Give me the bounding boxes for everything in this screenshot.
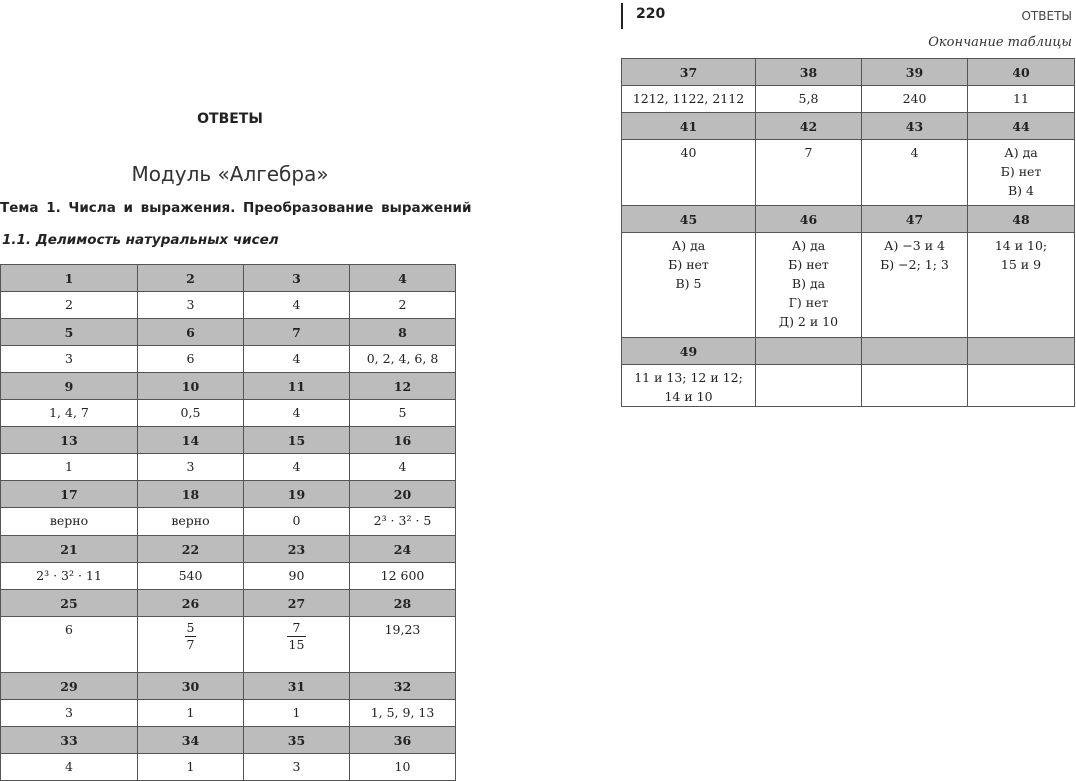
header-row (622, 113, 1075, 140)
answer-cell (622, 233, 756, 338)
answer-cell (350, 508, 456, 536)
answer-line: 14 и 10; (994, 238, 1048, 253)
answer-line: 6 (186, 351, 195, 366)
fraction (185, 620, 197, 653)
answer-cell (862, 233, 968, 338)
task-number-cell: 8 (350, 319, 456, 346)
task-number-cell: 39 (862, 59, 968, 86)
task-number-cell: 9 (1, 373, 138, 400)
answer-line: В) да (791, 276, 826, 291)
answer-cell (350, 563, 456, 590)
task-number-cell: 37 (622, 59, 756, 86)
task-number-cell: 2 (138, 265, 244, 292)
module-title: Модуль «Алгебра» (131, 162, 329, 186)
answer-line: верно (171, 513, 210, 528)
answer-line: 2³ · 3² · 5 (373, 513, 432, 528)
task-number-cell: 1 (1, 265, 138, 292)
answer-line: 2 (65, 297, 73, 312)
header-row (622, 59, 1075, 86)
answer-line: 90 (288, 568, 305, 583)
task-number-cell: 13 (1, 427, 138, 454)
answer-row (1, 617, 456, 673)
answer-cell (756, 86, 862, 113)
task-number-cell: 41 (622, 113, 756, 140)
task-number-cell: 23 (244, 536, 350, 563)
task-number-cell: 33 (1, 727, 138, 754)
task-number-cell: 47 (862, 206, 968, 233)
answer-row (1, 346, 456, 373)
answer-line: Б) нет (788, 257, 829, 272)
answer-line: 1 (292, 705, 301, 720)
answer-line: 5 (398, 405, 407, 420)
answer-line: верно (49, 513, 89, 528)
task-number-cell: 49 (622, 338, 756, 365)
header-row (1, 427, 456, 454)
task-number-cell: 44 (968, 113, 1075, 140)
task-number-cell: 10 (138, 373, 244, 400)
answer-line: 1 (186, 759, 195, 774)
answer-row (622, 365, 1075, 407)
answer-cell (862, 140, 968, 206)
answer-line: 12 600 (380, 568, 425, 583)
answer-line: А) да (671, 238, 706, 253)
header-row (1, 481, 456, 508)
answer-line: 4 (292, 405, 301, 420)
task-number-cell: 28 (350, 590, 456, 617)
answer-line: 0,5 (180, 405, 201, 420)
task-number-cell: 16 (350, 427, 456, 454)
task-number-cell (756, 338, 862, 365)
answer-cell (622, 140, 756, 206)
answer-cell (350, 754, 456, 781)
task-number-cell: 45 (622, 206, 756, 233)
answer-cell (244, 508, 350, 536)
answer-line: Г) нет (788, 295, 829, 310)
answer-row (1, 400, 456, 427)
task-number-cell: 40 (968, 59, 1075, 86)
header-row (1, 590, 456, 617)
header-row (622, 206, 1075, 233)
task-number-cell: 26 (138, 590, 244, 617)
answer-cell (350, 617, 456, 673)
answer-line: 4 (65, 759, 73, 774)
answer-cell (756, 140, 862, 206)
answer-line: 11 и 13; 12 и 12; (634, 370, 743, 385)
answer-line: 3 (186, 459, 195, 474)
topic-title: Тема 1. Числа и выражения. Преобразование выражений (0, 200, 472, 216)
answer-cell (622, 365, 756, 407)
answer-line: 2³ · 3² · 11 (36, 568, 102, 583)
answer-cell (244, 617, 350, 673)
task-number-cell: 27 (244, 590, 350, 617)
answer-line: А) −3 и 4 (884, 238, 945, 253)
answer-cell (862, 86, 968, 113)
header-row (622, 338, 1075, 365)
answer-row (1, 563, 456, 590)
answer-row (1, 292, 456, 319)
answer-cell (1, 617, 138, 673)
task-number-cell: 6 (138, 319, 244, 346)
answer-line: 11 (1013, 91, 1029, 106)
answer-line: 10 (394, 759, 411, 774)
task-number-cell: 11 (244, 373, 350, 400)
task-number-cell: 35 (244, 727, 350, 754)
task-number-cell: 48 (968, 206, 1075, 233)
answer-cell (138, 617, 244, 673)
answer-line: Б) нет (668, 257, 709, 272)
answer-cell (138, 700, 244, 727)
answer-row (1, 700, 456, 727)
task-number-cell: 15 (244, 427, 350, 454)
answer-row (1, 508, 456, 536)
task-number-cell: 14 (138, 427, 244, 454)
task-number-cell: 31 (244, 673, 350, 700)
answer-cell (968, 140, 1075, 206)
fraction (287, 620, 307, 653)
answer-line: В) 5 (675, 276, 702, 291)
running-head: ОТВЕТЫ (1021, 9, 1072, 23)
answer-cell (244, 292, 350, 319)
answer-cell (244, 700, 350, 727)
task-number-cell: 36 (350, 727, 456, 754)
task-number-cell: 30 (138, 673, 244, 700)
answer-cell (1, 400, 138, 427)
fraction-numerator: 7 (287, 620, 307, 637)
task-number-cell: 21 (1, 536, 138, 563)
answer-cell (350, 346, 456, 373)
answer-line: 3 (186, 297, 195, 312)
answer-line: 2 (398, 297, 407, 312)
answer-cell (968, 233, 1075, 338)
answer-cell (244, 563, 350, 590)
answer-cell (756, 365, 862, 407)
answer-line: 4 (910, 145, 919, 160)
answer-cell (138, 508, 244, 536)
answer-line: 3 (65, 705, 73, 720)
header-row (1, 727, 456, 754)
answer-line: 240 (902, 91, 927, 106)
answer-line: 1212, 1122, 2112 (632, 91, 745, 106)
answer-line: 0, 2, 4, 6, 8 (366, 351, 439, 366)
task-number-cell: 18 (138, 481, 244, 508)
answer-cell (350, 400, 456, 427)
answer-line: Д) 2 и 10 (778, 314, 839, 329)
fraction-numerator: 5 (186, 620, 195, 635)
answer-cell (862, 365, 968, 407)
answer-cell (1, 700, 138, 727)
task-number-cell: 20 (350, 481, 456, 508)
answer-row (622, 86, 1075, 113)
page-number-bar (621, 3, 623, 29)
answer-line: 3 (292, 759, 301, 774)
answers-table-right (621, 58, 1075, 407)
task-number-cell: 29 (1, 673, 138, 700)
task-number-cell: 34 (138, 727, 244, 754)
answer-cell (350, 454, 456, 481)
answer-row (622, 140, 1075, 206)
answer-cell (1, 346, 138, 373)
answer-row (622, 233, 1075, 338)
answers-table-left (0, 264, 456, 781)
task-number-cell: 3 (244, 265, 350, 292)
answer-cell (622, 86, 756, 113)
answer-line: 4 (292, 351, 301, 366)
answer-line: А) да (1004, 145, 1038, 160)
answer-line: 6 (65, 622, 73, 637)
answer-cell (244, 400, 350, 427)
answer-line: 7 (804, 145, 813, 160)
task-number-cell: 32 (350, 673, 456, 700)
task-number-cell: 38 (756, 59, 862, 86)
answer-line: 5,8 (798, 91, 819, 106)
answer-cell (968, 86, 1075, 113)
answer-line: Б) −2; 1; 3 (880, 257, 949, 272)
answer-line: 15 и 9 (1000, 257, 1042, 272)
answer-cell (244, 754, 350, 781)
task-number-cell (862, 338, 968, 365)
answer-line: А) да (791, 238, 826, 253)
task-number-cell: 19 (244, 481, 350, 508)
answer-cell (1, 508, 138, 536)
answer-cell (138, 346, 244, 373)
header-row (1, 536, 456, 563)
task-number-cell: 25 (1, 590, 138, 617)
answer-row (1, 454, 456, 481)
fraction-denominator: 15 (288, 637, 305, 652)
answers-heading: ОТВЕТЫ (197, 111, 263, 127)
header-row (1, 673, 456, 700)
answer-line: В) 4 (1008, 183, 1034, 198)
task-number-cell: 7 (244, 319, 350, 346)
table-continued-caption: Окончание таблицы (928, 35, 1072, 50)
task-number-cell: 43 (862, 113, 968, 140)
answer-line: 19,23 (384, 622, 421, 637)
answer-cell (350, 700, 456, 727)
header-row (1, 265, 456, 292)
task-number-cell: 42 (756, 113, 862, 140)
answer-line: Б) нет (1000, 164, 1042, 179)
task-number-cell (968, 338, 1075, 365)
answer-cell (138, 563, 244, 590)
answer-cell (138, 292, 244, 319)
answer-line: 3 (65, 351, 73, 366)
task-number-cell: 24 (350, 536, 456, 563)
answer-cell (244, 454, 350, 481)
answer-cell (1, 563, 138, 590)
answer-cell (756, 233, 862, 338)
answer-cell (1, 292, 138, 319)
fraction-denominator: 7 (186, 637, 195, 652)
answer-line: 1 (186, 705, 195, 720)
answer-cell (138, 754, 244, 781)
answer-line: 40 (680, 145, 697, 160)
answer-line: 4 (398, 459, 407, 474)
task-number-cell: 17 (1, 481, 138, 508)
answer-line: 4 (292, 297, 301, 312)
answer-line: 14 и 10 (664, 389, 713, 404)
task-number-cell: 46 (756, 206, 862, 233)
answer-line: 1 (65, 459, 73, 474)
answer-line: 540 (178, 568, 203, 583)
task-number-cell: 22 (138, 536, 244, 563)
task-number-cell: 12 (350, 373, 456, 400)
section-title: 1.1. Делимость натуральных чисел (2, 232, 279, 248)
answer-line: 0 (292, 513, 301, 528)
header-row (1, 373, 456, 400)
answer-row (1, 754, 456, 781)
answer-line: 1, 4, 7 (49, 405, 89, 420)
answer-cell (968, 365, 1075, 407)
answer-cell (138, 400, 244, 427)
task-number-cell: 5 (1, 319, 138, 346)
answer-line: 1, 5, 9, 13 (370, 705, 435, 720)
answer-cell (350, 292, 456, 319)
answer-cell (1, 454, 138, 481)
header-row (1, 319, 456, 346)
task-number-cell: 4 (350, 265, 456, 292)
page-number: 220 (636, 6, 666, 22)
answer-line: 4 (292, 459, 301, 474)
answer-cell (1, 754, 138, 781)
answer-cell (244, 346, 350, 373)
answer-cell (138, 454, 244, 481)
